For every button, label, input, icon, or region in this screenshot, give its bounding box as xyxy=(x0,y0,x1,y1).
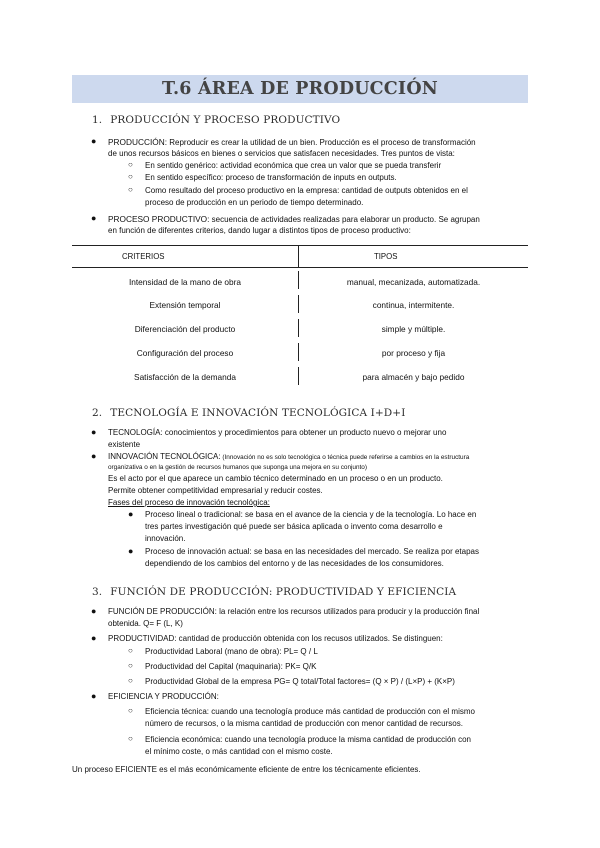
productividad-capital: Productividad del Capital (maquinaria): PK= Q/K xyxy=(145,662,317,671)
table-cell-criterio: Diferenciación del producto xyxy=(134,324,236,334)
circle-bullet-icon: ○ xyxy=(128,676,133,685)
sub-item-generico: En sentido genérico: actividad económica que crea un valor que se pueda transferir xyxy=(145,161,442,170)
table-cell-criterio: Extensión temporal xyxy=(149,300,221,310)
table-cell-tipo: por proceso y fija xyxy=(381,348,446,358)
table-header-rule xyxy=(72,267,528,268)
table-cell-criterio: Satisfacción de la demanda xyxy=(134,372,236,382)
tecnologia-paragraph: TECNOLOGÍA: conocimientos y procedimientos para obtener un producto nuevo o mejorar uno xyxy=(108,428,447,437)
bullet-icon: ● xyxy=(91,427,97,437)
sub-item-resultado: Como resultado del proceso productivo en la empresa: cantidad de outputs obtenidos en el xyxy=(145,186,468,195)
circle-bullet-icon: ○ xyxy=(128,646,133,655)
innovacion-paragraph: INNOVACIÓN TECNOLÓGICA: (Innovación no es solo tecnológica o técnica puede referirse a cambios en la estructura xyxy=(108,452,470,461)
proceso-lineal-line-3: innovación. xyxy=(145,534,186,543)
circle-bullet-icon: ○ xyxy=(128,706,133,715)
eficiencia-economica: Eficiencia económica: cuando una tecnología produce la misma cantidad de producción con xyxy=(145,735,471,744)
table-cell-criterio: Intensidad de la mano de obra xyxy=(128,277,242,287)
bullet-icon: ● xyxy=(91,136,97,146)
section-heading-3: 3. FUNCIÓN DE PRODUCCIÓN: PRODUCTIVIDAD Y EFICIENCIA xyxy=(92,586,457,598)
section-heading-2: 2. TECNOLOGÍA E INNOVACIÓN TECNOLÓGICA I+D+I xyxy=(92,407,406,419)
tecnologia-line-2: existente xyxy=(108,440,141,449)
bullet-icon: ● xyxy=(128,546,134,556)
innovacion-line-3: Es el acto por el que aparece un cambio técnico determinado en un proceso o en un producto. xyxy=(108,474,443,483)
circle-bullet-icon: ○ xyxy=(128,185,133,194)
productividad-paragraph: PRODUCTIVIDAD: cantidad de producción obtenida con los recusos utilizados. Se distinguen: xyxy=(108,634,443,643)
section-heading-1: 1. PRODUCCIÓN Y PROCESO PRODUCTIVO xyxy=(92,114,341,126)
eficiencia-economica-line-2: el mínimo coste, o más cantidad con el mismo coste. xyxy=(145,747,333,756)
table-header-divider xyxy=(298,245,299,267)
produccion-line-2: de unos recursos básicos en bienes o servicios que satisfacen necesidades. Tres puntos de vista: xyxy=(108,149,455,158)
circle-bullet-icon: ○ xyxy=(128,160,133,169)
table-cell-tipo: simple y múltiple. xyxy=(381,324,446,334)
table-top-rule xyxy=(72,245,528,246)
title-banner xyxy=(72,75,528,103)
table-cell-criterio: Configuración del proceso xyxy=(136,348,234,358)
fases-subheading: Fases del proceso de innovación tecnológica: xyxy=(108,498,270,507)
table-cell-tipo: para almacén y bajo pedido xyxy=(362,372,465,382)
productividad-global: Productividad Global de la empresa PG= Q total/Total factores= (Q × P) / (L×P) + (K×P) xyxy=(145,677,455,686)
eficiencia-tecnica-line-2: número de recursos, o la misma cantidad de producción con menor cantidad de recursos. xyxy=(145,719,463,728)
table-cell-tipo: continua, intermitente. xyxy=(372,300,455,310)
circle-bullet-icon: ○ xyxy=(128,734,133,743)
eficiencia-heading: EFICIENCIA Y PRODUCCIÓN: xyxy=(108,692,219,701)
circle-bullet-icon: ○ xyxy=(128,661,133,670)
bullet-icon: ● xyxy=(91,691,97,701)
table-header-criterios: CRITERIOS xyxy=(122,252,165,261)
sub-item-especifico: En sentido específico: proceso de transformación de inputs en outputs. xyxy=(145,173,397,182)
bullet-icon: ● xyxy=(128,509,134,519)
proceso-lineal: Proceso lineal o tradicional: se basa en el avance de la ciencia y de la tecnología. Lo hace en xyxy=(145,510,477,519)
table-header-tipos: TIPOS xyxy=(374,252,398,261)
proceso-actual-line-2: dependiendo de los cambios del entorno y de las necesidades de los consumidores. xyxy=(145,559,444,568)
proceso-lineal-line-2: tres partes investigación qué puede ser básica aplicada o invento coma desarrollo e xyxy=(145,522,443,531)
funcion-produccion-paragraph: FUNCIÓN DE PRODUCCIÓN: la relación entre los recursos utilizados para producir y la producción final xyxy=(108,607,480,616)
page-title: T.6 ÁREA DE PRODUCCIÓN xyxy=(162,79,438,99)
eficiencia-tecnica: Eficiencia técnica: cuando una tecnología produce más cantidad de producción con el mismo xyxy=(145,707,475,716)
bullet-icon: ● xyxy=(91,451,97,461)
bullet-icon: ● xyxy=(91,213,97,223)
productividad-laboral: Productividad Laboral (mano de obra): PL= Q / L xyxy=(145,647,318,656)
table-cell-tipo: manual, mecanizada, automatizada. xyxy=(346,277,481,287)
bullet-icon: ● xyxy=(91,606,97,616)
circle-bullet-icon: ○ xyxy=(128,172,133,181)
innovacion-note-line-2: organizativa o en la gestión de recursos humanos que suponga una mejora en su conjunto) xyxy=(108,464,367,471)
produccion-paragraph: PRODUCCIÓN: Reproducir es crear la utilidad de un bien. Producción es el proceso de transformación xyxy=(108,137,476,147)
innovacion-line-4: Permite obtener competitividad empresarial y reducir costes. xyxy=(108,486,323,495)
funcion-produccion-line-2: obtenida. Q= F (L, K) xyxy=(108,619,183,628)
proceso-line-2: en función de diferentes criterios, dando lugar a distintos tipos de proceso productivo: xyxy=(108,226,411,235)
conclusion-text: Un proceso EFICIENTE es el más económicamente eficiente de entre los técnicamente eficientes. xyxy=(72,765,421,774)
sub-item-resultado-line-2: proceso de producción en un periodo de tiempo determinado. xyxy=(145,198,364,207)
proceso-actual: Proceso de innovación actual: se basa en las necesidades del mercado. Se realiza por etapas xyxy=(145,547,479,556)
proceso-paragraph: PROCESO PRODUCTIVO: secuencia de actividades realizadas para elaborar un producto. Se agrupan xyxy=(108,214,480,224)
bullet-icon: ● xyxy=(91,633,97,643)
